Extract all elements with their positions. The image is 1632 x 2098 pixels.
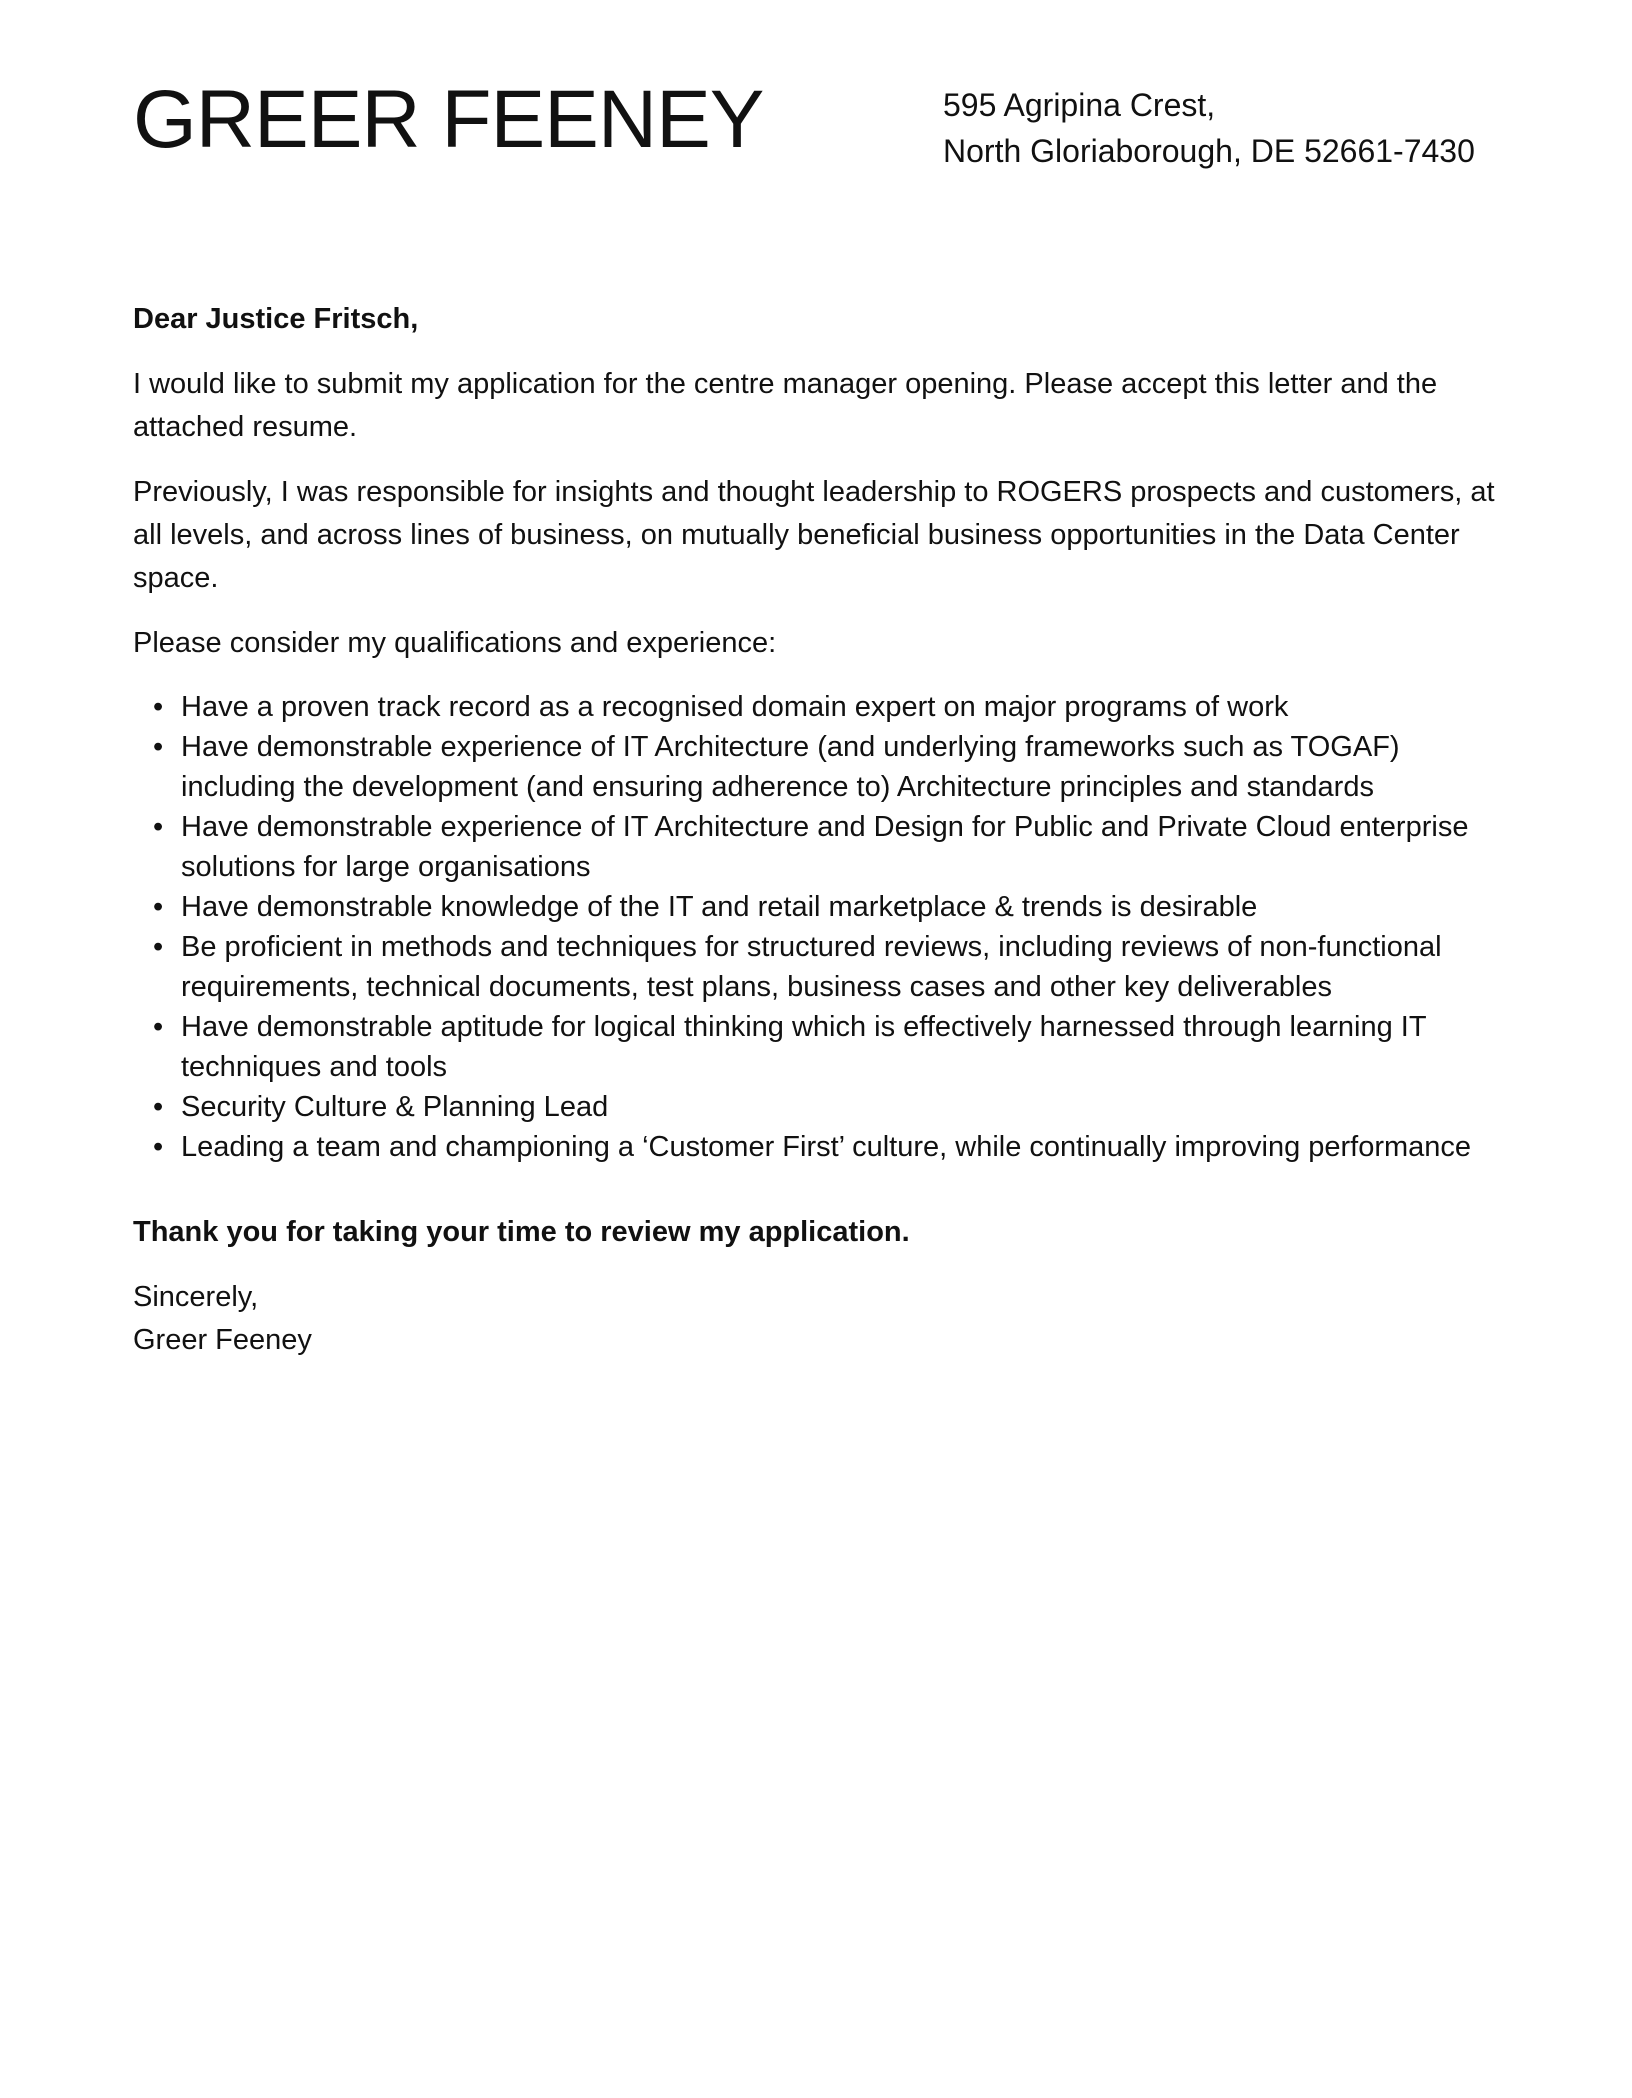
- letter-body: [133, 298, 1503, 1362]
- list-item-text: Security Culture & Planning Lead: [181, 1091, 609, 1123]
- qualifications-intro: Please consider my qualifications and experience:: [133, 627, 777, 659]
- address-line-1: 595 Agripina Crest,: [943, 87, 1216, 123]
- salutation: Dear Justice Fritsch,: [133, 303, 419, 335]
- intro-paragraph: I would like to submit my application for the centre manager opening. Please accept this letter and the attached resume.: [133, 368, 1438, 443]
- previous-experience-paragraph: Previously, I was responsible for insights and thought leadership to ROGERS prospects and customers, at all levels, and across lines of business, on mutually beneficial business opportunities in the Data Center space.: [133, 476, 1495, 594]
- signoff-block: [133, 1276, 1503, 1362]
- list-item: [153, 727, 1503, 807]
- list-item-text: Have demonstrable knowledge of the IT and retail marketplace & trends is desirable: [181, 891, 1258, 923]
- list-item-text: Be proficient in methods and techniques for structured reviews, including reviews of non-functional requirements, technical documents, test plans, business cases and other key deliverables: [181, 931, 1442, 1003]
- bullet-icon: •: [153, 691, 164, 723]
- bullet-icon: •: [153, 1131, 164, 1163]
- list-item-text: Have demonstrable aptitude for logical thinking which is effectively harnessed through learning IT techniques and tools: [181, 1011, 1427, 1083]
- bullet-icon: •: [153, 1091, 164, 1123]
- list-item-text: Have demonstrable experience of IT Architecture (and underlying frameworks such as TOGAF) including the development (and ensuring adherence to) Architecture principles and standards: [181, 731, 1400, 803]
- list-item: [153, 1007, 1503, 1087]
- bullet-icon: •: [153, 1011, 164, 1043]
- thank-you-line: Thank you for taking your time to review my application.: [133, 1216, 910, 1248]
- bullet-icon: •: [153, 811, 164, 843]
- bullet-icon: •: [153, 891, 164, 923]
- list-item: [153, 1127, 1503, 1167]
- applicant-address: [943, 82, 1475, 174]
- bullet-icon: •: [153, 931, 164, 963]
- list-item: [153, 1087, 1503, 1127]
- list-item-text: Have demonstrable experience of IT Architecture and Design for Public and Private Cloud enterprise solutions for large organisations: [181, 811, 1469, 883]
- address-line-2: North Gloriaborough, DE 52661-7430: [943, 133, 1475, 169]
- list-item: [153, 927, 1503, 1007]
- signoff: Sincerely,: [133, 1281, 259, 1313]
- bullet-icon: •: [153, 731, 164, 763]
- signature-name: Greer Feeney: [133, 1324, 312, 1356]
- list-item: [153, 887, 1503, 927]
- list-item-text: Have a proven track record as a recognised domain expert on major programs of work: [181, 691, 1289, 723]
- list-item: [153, 807, 1503, 887]
- list-item: [153, 687, 1503, 727]
- qualifications-list: [133, 687, 1503, 1167]
- list-item-text: Leading a team and championing a ‘Customer First’ culture, while continually improving performance: [181, 1131, 1472, 1163]
- applicant-name: GREER FEENEY: [133, 74, 764, 165]
